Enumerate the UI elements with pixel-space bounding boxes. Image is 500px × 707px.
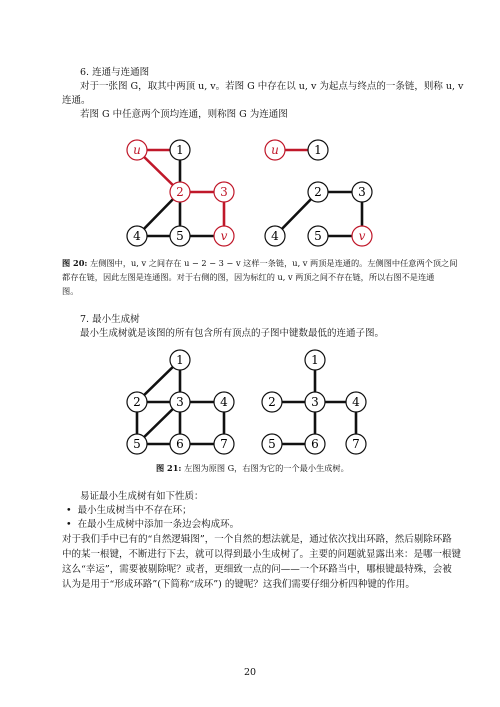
node-6 bbox=[305, 434, 325, 454]
node-1 bbox=[305, 350, 325, 370]
svg-text:6: 6 bbox=[311, 437, 319, 451]
svg-text:1: 1 bbox=[176, 353, 184, 367]
node-3 bbox=[170, 392, 190, 412]
page-number: 20 bbox=[244, 667, 257, 678]
node-4 bbox=[346, 392, 366, 412]
figure-20-caption-line: 都存在链，因此左图是连通图。对于右侧的图，因为标红的 u, v 两顶之间不存在链，所以右图不是连通 bbox=[62, 272, 435, 282]
bullet-icon: • bbox=[66, 519, 78, 530]
node-3 bbox=[305, 392, 325, 412]
properties-intro: 易证最小生成树有如下性质： bbox=[80, 491, 204, 502]
figure-21-caption: 图 21: 左图为原图 G，右图为它的一个最小生成树。 bbox=[156, 463, 349, 473]
paragraph-line: 中的某一根键，不断进行下去，就可以得到最小生成树了。主要的问题就显露出来：是哪一根键 bbox=[62, 549, 462, 560]
svg-text:6: 6 bbox=[176, 437, 184, 451]
svg-text:1: 1 bbox=[311, 353, 319, 367]
svg-text:4: 4 bbox=[220, 395, 228, 409]
node-2 bbox=[127, 392, 147, 412]
svg-text:2: 2 bbox=[176, 185, 184, 199]
section-6-paragraph-line: 连通。 bbox=[62, 95, 91, 106]
paragraph-line: 对于我们手中已有的“自然逻辑图”，一个自然的想法就是，通过依次找出环路，然后剔除环路 bbox=[62, 534, 452, 545]
node-7 bbox=[346, 434, 366, 454]
svg-text:1: 1 bbox=[314, 143, 322, 157]
svg-text:2: 2 bbox=[133, 395, 141, 409]
svg-text:5: 5 bbox=[314, 229, 322, 243]
node-5 bbox=[127, 434, 147, 454]
node-1 bbox=[170, 350, 190, 370]
figure-20-caption-line: 图 20: 左侧图中，u, v 之间存在 u − 2 − 3 − v 这样一条链，u, v 两顶是连通的。左侧图中任意两个顶之间 bbox=[62, 258, 458, 268]
section-7-heading: 7. 最小生成树 bbox=[80, 314, 140, 325]
section-6-paragraph: 若图 G 中任意两个顶均连通，则称图 G 为连通图 bbox=[80, 109, 288, 120]
svg-text:1: 1 bbox=[176, 143, 184, 157]
svg-text:3: 3 bbox=[220, 185, 228, 199]
svg-text:u: u bbox=[271, 143, 279, 157]
svg-text:3: 3 bbox=[358, 185, 366, 199]
bullet-item: • 在最小生成树中添加一条边会构成环。 bbox=[66, 519, 240, 530]
node-6 bbox=[170, 434, 190, 454]
svg-text:2: 2 bbox=[268, 395, 276, 409]
svg-text:3: 3 bbox=[176, 395, 184, 409]
node-5 bbox=[262, 434, 282, 454]
svg-text:5: 5 bbox=[268, 437, 276, 451]
svg-text:5: 5 bbox=[133, 437, 141, 451]
svg-text:3: 3 bbox=[311, 395, 319, 409]
svg-text:5: 5 bbox=[176, 229, 184, 243]
svg-text:4: 4 bbox=[271, 229, 279, 243]
svg-text:4: 4 bbox=[133, 229, 141, 243]
bullet-icon: • bbox=[66, 505, 78, 516]
svg-text:7: 7 bbox=[220, 437, 228, 451]
svg-text:7: 7 bbox=[352, 437, 360, 451]
node-7 bbox=[214, 434, 234, 454]
section-6-paragraph-line: 对于一张图 G，取其中两顶 u, v。若图 G 中存在以 u, v 为起点与终点的一条链，则称 u, v bbox=[80, 81, 464, 92]
svg-text:u: u bbox=[133, 143, 141, 157]
svg-text:2: 2 bbox=[314, 185, 322, 199]
node-4 bbox=[214, 392, 234, 412]
svg-text:v: v bbox=[358, 229, 366, 243]
paragraph-line: 这么“幸运”，需要被剔除呢？或者，更细致一点的问——一个环路当中，哪根键最特殊，会被 bbox=[62, 564, 452, 575]
figure-20-caption-line: 图。 bbox=[62, 286, 79, 296]
bullet-item: • 最小生成树当中不存在环； bbox=[66, 505, 192, 516]
section-6-heading: 6. 连通与连通图 bbox=[80, 67, 150, 78]
node-2 bbox=[262, 392, 282, 412]
svg-text:4: 4 bbox=[352, 395, 360, 409]
section-7-paragraph: 最小生成树就是该图的所有包含所有顶点的子图中键数最低的连通子图。 bbox=[80, 328, 385, 339]
svg-text:v: v bbox=[220, 229, 228, 243]
paragraph-line: 认为是用于“形成环路”(下简称“成环”) 的键呢？这我们需要仔细分析四种键的作用。 bbox=[62, 579, 415, 590]
